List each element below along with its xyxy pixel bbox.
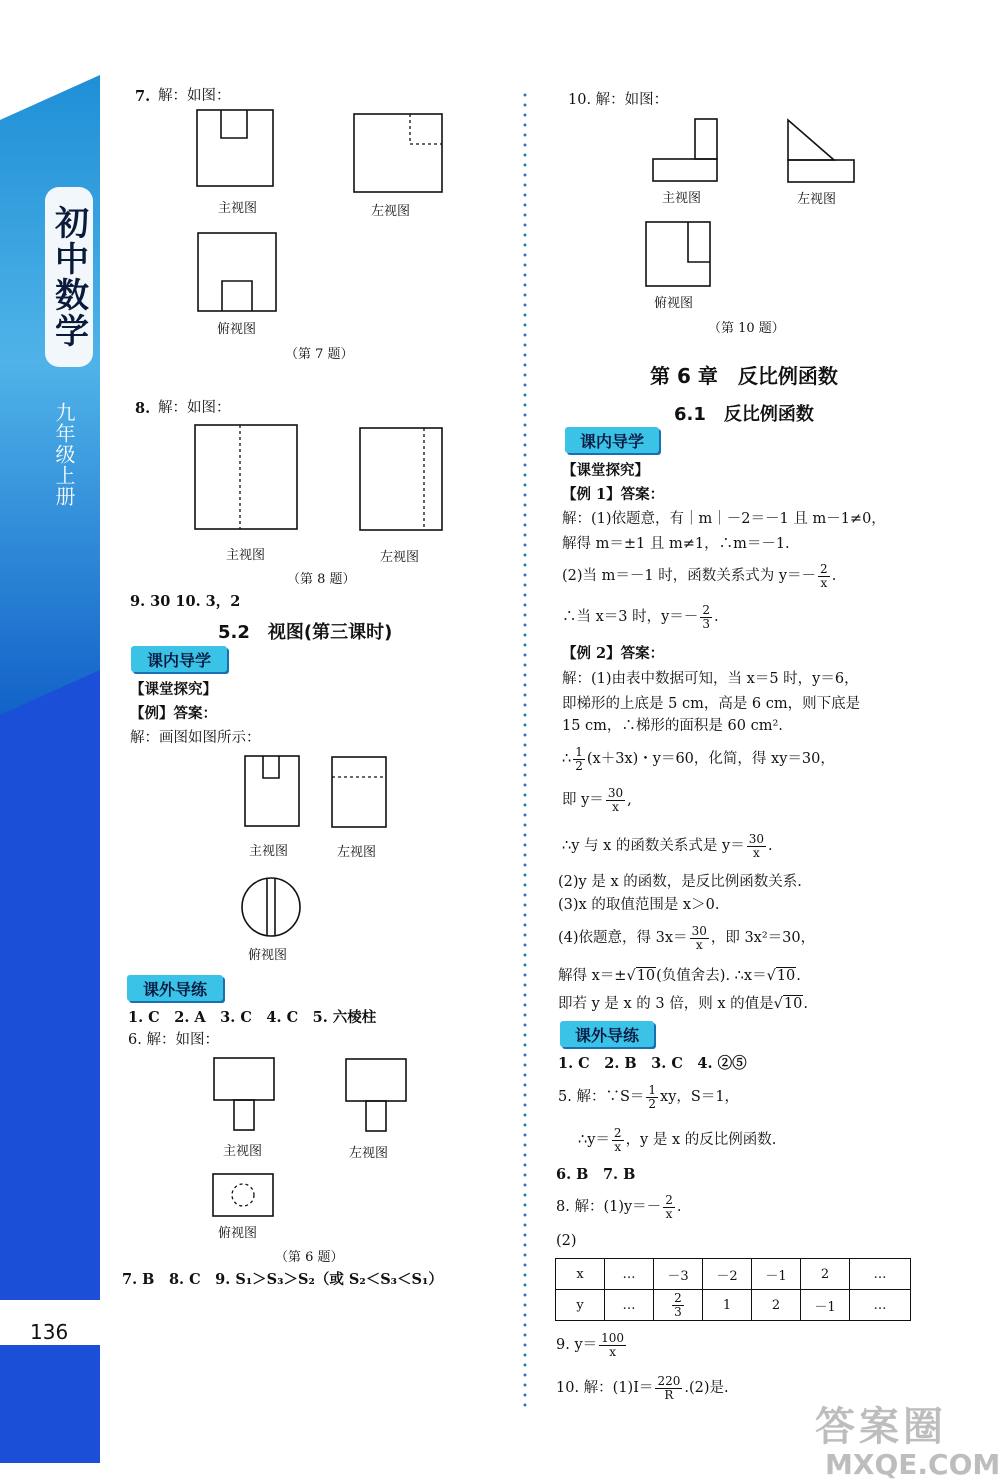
watermark-logo-text: 答案圈 bbox=[815, 1404, 947, 1450]
sidebar bbox=[0, 0, 100, 1463]
section-5-2-title: 5.2 视图(第三课时) bbox=[218, 622, 393, 643]
example-2-line-3: 15 cm，∴梯形的面积是 60 cm². bbox=[562, 718, 783, 734]
example-front-caption: 主视图 bbox=[249, 844, 289, 859]
page-number: 136 bbox=[30, 1320, 69, 1344]
table-cell: y bbox=[556, 1290, 605, 1321]
fraction-1-over-2-b: $\frac{1}{2}$ bbox=[648, 1083, 657, 1111]
example-2-line-4: ∴ $\frac{1}{2}$ (x＋3x)・y＝60，化简，得 xy＝30， bbox=[562, 745, 835, 773]
tag-in-class-right: 课内导学 bbox=[565, 427, 659, 453]
example-solution-left: 解：画图如图所示： bbox=[130, 730, 261, 746]
q6-front-view-figure bbox=[212, 1056, 276, 1132]
q5-text-b: xy，S＝1， bbox=[660, 1089, 740, 1106]
q8-left-view-figure bbox=[358, 426, 444, 532]
tag-in-class-left: 课内导学 bbox=[131, 646, 227, 672]
example-2-line-7: (2)y 是 x 的函数，是反比例函数关系. bbox=[558, 874, 802, 890]
q8-caption: （第 8 题） bbox=[287, 572, 356, 587]
q10-text: 10. 解：如图： bbox=[568, 92, 669, 108]
answers-9-10: 9. 30 10. 3，2 bbox=[130, 593, 241, 610]
q7-label: 7. bbox=[135, 88, 151, 105]
column-divider bbox=[523, 90, 527, 1410]
example-2-line-10-text-b: (负值舍去). ∴x＝ bbox=[656, 968, 767, 984]
table-cell: －2 bbox=[703, 1259, 752, 1290]
q7-left-caption: 左视图 bbox=[371, 204, 411, 219]
table-cell: 1 bbox=[703, 1290, 752, 1321]
example-2-line-9-text-a: (4)依题意，得 3x＝ bbox=[558, 930, 688, 947]
example-2-line-11: 即若 y 是 x 的 3 倍，则 x 的值是√10. bbox=[558, 996, 808, 1012]
fraction-2-over-3: $\frac{2}{3}$ bbox=[702, 603, 710, 631]
answers-1-4-right: 1. C 2. B 3. C 4. ②⑤ bbox=[558, 1055, 747, 1072]
example-2-line-2: 即梯形的上底是 5 cm，高是 6 cm，则下底是 bbox=[562, 696, 861, 712]
q8-left-caption: 左视图 bbox=[380, 550, 420, 565]
q7-top-caption: 俯视图 bbox=[217, 322, 257, 337]
q10-top-caption: 俯视图 bbox=[654, 296, 694, 311]
example-top-view-figure bbox=[240, 876, 302, 938]
table-cell: －1 bbox=[752, 1259, 801, 1290]
answers-6-7-right: 6. B 7. B bbox=[556, 1166, 636, 1183]
example-2-line-11-text: 即若 y 是 x 的 3 倍，则 x 的值是 bbox=[558, 996, 774, 1012]
example-top-caption: 俯视图 bbox=[248, 948, 288, 963]
table-cell: … bbox=[605, 1259, 654, 1290]
fraction-100-over-x: $\frac{100}{x}$ bbox=[601, 1331, 625, 1359]
table-cell: －1 bbox=[801, 1290, 850, 1321]
table-cell-fraction bbox=[654, 1290, 703, 1321]
example-1-line-2: 解得 m＝±1 且 m≠1，∴m＝－1. bbox=[562, 536, 790, 552]
fraction-2-over-x-c: $\frac{2}{x}$ bbox=[665, 1193, 673, 1221]
sqrt-10-a: 10 bbox=[636, 968, 656, 984]
sqrt-10-c: 10 bbox=[783, 996, 803, 1012]
q8-front-view-figure bbox=[193, 423, 299, 531]
answers-7-9-left: 7. B 8. C 9. S₁＞S₃＞S₂（或 S₂＜S₃＜S₁） bbox=[122, 1271, 443, 1288]
value-table bbox=[555, 1258, 911, 1321]
q7-left-view-figure bbox=[352, 112, 444, 194]
example-1-line-4: ∴当 x＝3 时，y＝－ $\frac{2}{3}$ . bbox=[562, 603, 719, 631]
q7-caption: （第 7 题） bbox=[285, 347, 354, 362]
q5-text-d: ，y 是 x 的反比例函数. bbox=[625, 1132, 777, 1149]
q10-right bbox=[556, 1375, 729, 1401]
fraction-30-over-x-c: $\frac{30}{x}$ bbox=[691, 924, 707, 952]
example-1-label: 【例 1】答案： bbox=[562, 486, 665, 503]
q10-caption: （第 10 题） bbox=[708, 321, 785, 336]
q8-label: 8. bbox=[135, 400, 151, 417]
table-cell: －3 bbox=[654, 1259, 703, 1290]
q8-right-part-2: (2) bbox=[556, 1233, 577, 1249]
example-2-line-4-text: (x＋3x)・y＝60，化简，得 xy＝30， bbox=[586, 751, 835, 768]
q6-caption: （第 6 题） bbox=[275, 1250, 344, 1265]
q6-text: 6. 解：如图： bbox=[128, 1032, 219, 1048]
q7-text: 解：如图： bbox=[158, 88, 231, 104]
section-6-1-title: 6.1 反比例函数 bbox=[674, 404, 814, 425]
example-left-caption: 左视图 bbox=[337, 845, 377, 860]
q10-front-view-figure bbox=[651, 117, 719, 183]
example-label-left: 【例】答案： bbox=[130, 705, 217, 722]
table-cell: … bbox=[850, 1259, 911, 1290]
q6-left-view-figure bbox=[344, 1057, 408, 1133]
chapter-title: 第 6 章 反比例函数 bbox=[650, 364, 838, 388]
watermark bbox=[815, 1395, 1000, 1481]
q8-text: 解：如图： bbox=[158, 400, 231, 416]
example-2-line-8: (3)x 的取值范围是 x＞0. bbox=[558, 897, 720, 913]
q7-front-caption: 主视图 bbox=[218, 201, 258, 216]
q10-top-view-figure bbox=[644, 220, 712, 288]
example-2-line-5-text: 即 y＝ bbox=[562, 792, 604, 809]
q5-line-2 bbox=[578, 1127, 776, 1153]
ketang-right: 【课堂探究】 bbox=[562, 462, 649, 479]
sqrt-10-b: 10 bbox=[776, 968, 796, 984]
example-2-line-10: 解得 x＝±√10(负值舍去). ∴x＝√10. bbox=[558, 968, 801, 984]
q9-right-text: 9. y＝ bbox=[556, 1337, 598, 1354]
fraction-1-over-2: $\frac{1}{2}$ bbox=[575, 745, 583, 773]
fraction-2-over-x: $\frac{2}{x}$ bbox=[820, 562, 828, 590]
q6-left-caption: 左视图 bbox=[349, 1146, 389, 1161]
table-cell: 2 bbox=[752, 1290, 801, 1321]
fraction-2-over-3-table: $\frac{2}{3}$ bbox=[674, 1290, 682, 1319]
q8-front-caption: 主视图 bbox=[226, 548, 266, 563]
q10-front-caption: 主视图 bbox=[662, 191, 702, 206]
q6-front-caption: 主视图 bbox=[223, 1144, 263, 1159]
example-1-line-4-text: ∴当 x＝3 时，y＝－ bbox=[562, 609, 699, 626]
example-2-line-10-text-a: 解得 x＝± bbox=[558, 968, 627, 984]
example-1-line-1: 解：(1)依题意，有｜m｜－2＝－1 且 m－1≠0， bbox=[562, 511, 886, 527]
watermark-url: MXQE.COM bbox=[825, 1448, 1000, 1481]
q5-text-a: 5. 解：∵S＝ bbox=[558, 1089, 645, 1106]
q10-right-text-a: 10. 解：(1)I＝ bbox=[556, 1380, 654, 1397]
fraction-30-over-x-a: $\frac{30}{x}$ bbox=[607, 786, 624, 814]
example-2-label: 【例 2】答案： bbox=[562, 645, 665, 662]
subject-title-box bbox=[45, 187, 93, 367]
q7-front-view-figure bbox=[195, 108, 275, 188]
answers-1-5-left: 1. C 2. A 3. C 4. C 5. 六棱柱 bbox=[128, 1009, 377, 1026]
fraction-220-over-r: $\frac{220}{R}$ bbox=[657, 1374, 681, 1402]
fraction-30-over-x-b: $\frac{30}{x}$ bbox=[748, 832, 765, 860]
table-row-x bbox=[556, 1259, 911, 1290]
q10-left-caption: 左视图 bbox=[797, 192, 837, 207]
table-row-y bbox=[556, 1290, 911, 1321]
q5-text-c: ∴y＝ bbox=[578, 1132, 610, 1149]
q8-right-line-1: 8. 解：(1)y＝－ $\frac{2}{x}$ . bbox=[556, 1193, 682, 1221]
example-2-line-1: 解：(1)由表中数据可知，当 x＝5 时，y＝6， bbox=[562, 671, 859, 687]
q10-right-text-b: .(2)是. bbox=[684, 1380, 729, 1397]
q6-top-caption: 俯视图 bbox=[218, 1226, 258, 1241]
fraction-2-over-x-b: $\frac{2}{x}$ bbox=[613, 1126, 622, 1154]
example-front-view-figure bbox=[243, 754, 301, 828]
example-1-line-3: (2)当 m＝－1 时，函数关系式为 y＝－ $\frac{2}{x}$ . bbox=[562, 562, 837, 590]
tag-outside-class-left: 课外导练 bbox=[127, 975, 223, 1001]
grade-label: 九年级上册 bbox=[52, 402, 76, 507]
example-2-line-6: ∴y 与 x 的函数关系式是 y＝ $\frac{30}{x}$ . bbox=[562, 832, 773, 860]
ketang-left: 【课堂探究】 bbox=[130, 681, 217, 698]
table-cell: x bbox=[556, 1259, 605, 1290]
example-left-view-figure bbox=[330, 755, 388, 829]
q7-top-view-figure bbox=[196, 231, 278, 313]
example-2-line-9 bbox=[558, 925, 815, 951]
q9-right bbox=[556, 1332, 628, 1358]
example-2-line-6-text: ∴y 与 x 的函数关系式是 y＝ bbox=[562, 838, 745, 855]
example-2-line-5: 即 y＝ $\frac{30}{x}$ , bbox=[562, 786, 632, 814]
q5-line-1 bbox=[558, 1084, 739, 1110]
q8-right-text: 8. 解：(1)y＝－ bbox=[556, 1199, 662, 1216]
tag-outside-class-right: 课外导练 bbox=[560, 1021, 654, 1047]
table-cell: 2 bbox=[801, 1259, 850, 1290]
example-2-line-9-text-b: ，即 3x²＝30， bbox=[710, 930, 816, 947]
q10-left-view-figure bbox=[786, 118, 856, 184]
subject-title: 初中数学 bbox=[48, 205, 89, 349]
example-1-line-3-text: (2)当 m＝－1 时，函数关系式为 y＝－ bbox=[562, 568, 817, 585]
table-cell: … bbox=[850, 1290, 911, 1321]
q6-top-view-figure bbox=[211, 1172, 275, 1218]
table-cell: … bbox=[605, 1290, 654, 1321]
